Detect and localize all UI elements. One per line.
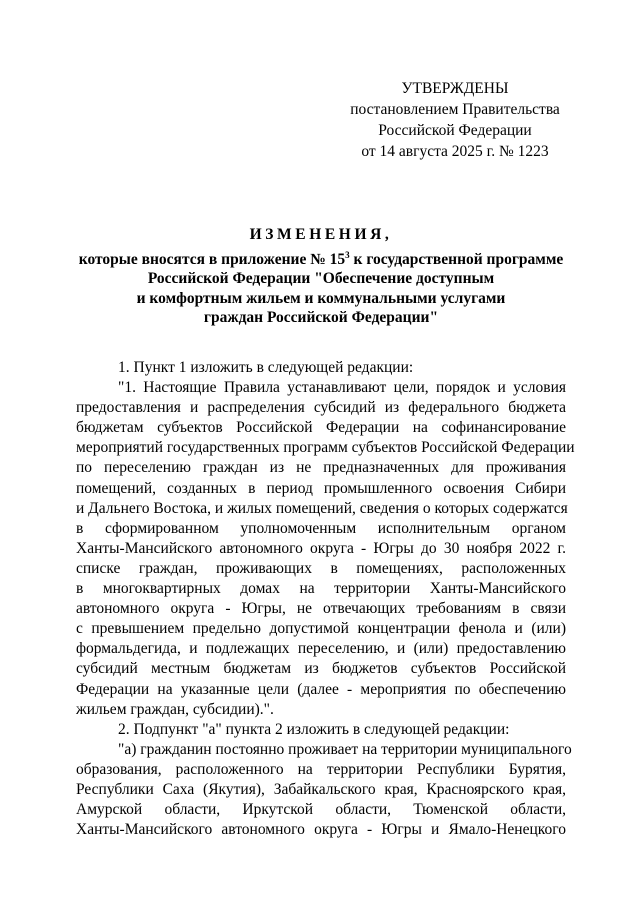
body-line: в сформированном уполномоченным исполнительным органом (76, 519, 566, 537)
title-line1-before: которые вносятся в приложение № 15 (78, 250, 346, 268)
body-line: формальдегида, и подлежащих переселению, и (или) предоставлению (76, 640, 566, 658)
approval-stamp (340, 78, 570, 162)
title-main: ИЗМЕНЕНИЯ, (249, 226, 393, 243)
body-line: с превышением предельно допустимой концентрации фенола и (или) (76, 620, 566, 638)
body-line: 2. Подпункт "а" пункта 2 изложить в следующей редакции: (118, 720, 510, 738)
body-line: Республики Саха (Якутия), Забайкальского края, Красноярского края, (76, 780, 566, 798)
body-line: по переселению граждан из не предназначенных для проживания (76, 459, 566, 477)
body-line: бюджетам субъектов Российской Федерации на софинансирование (76, 419, 566, 437)
body-line: помещений, созданных в период промышленного освоения Сибири (76, 479, 566, 497)
title-line (76, 250, 566, 270)
body-line: в многоквартирных домах на территории Ханты-Мансийского (76, 580, 566, 598)
body-line: и Дальнего Востока, и жилых помещений, сведения о которых содержатся (76, 499, 568, 517)
body-line: списке граждан, проживающих в помещениях, расположенных (76, 559, 566, 577)
body-line: образования, расположенного на территории Республики Бурятия, (76, 760, 566, 778)
body-line: Ханты-Мансийского автономного округа - Югры до 30 ноября 2022 г. (76, 539, 566, 557)
body-line: "а) гражданин постоянно проживает на территории муниципального (118, 740, 572, 758)
body-line: 1. Пункт 1 изложить в следующей редакции: (118, 359, 414, 376)
body-line: автономного округа - Югры, не отвечающих требованиям в связи (76, 600, 566, 618)
body-line: Федерации на указанные цели (далее - мероприятия по обеспечению (76, 680, 566, 698)
body-line: жильем граждан, субсидии).". (76, 700, 274, 718)
title-line: Российской Федерации "Обеспечение доступным (147, 270, 495, 287)
body-line: Ханты-Мансийского автономного округа - Югры и Ямало-Ненецкого (76, 821, 566, 839)
approval-line: от 14 августа 2025 г. № 1223 (361, 143, 549, 160)
title-line1-superscript: 3 (345, 249, 350, 260)
title-line: и комфортным жильем и коммунальными услугами (136, 289, 506, 307)
title-line1-after: к государственной программе (349, 250, 564, 268)
title-line: граждан Российской Федерации" (203, 309, 439, 326)
body-line: субсидий местным бюджетам из бюджетов субъектов Российской (76, 660, 566, 678)
approval-heading: УТВЕРЖДЕНЫ (401, 80, 509, 97)
approval-line: постановлением Правительства (350, 101, 560, 118)
body-line: мероприятий государственных программ субъектов Российской Федерации (76, 439, 575, 457)
document-title (76, 225, 566, 328)
body-line: "1. Настоящие Правила устанавливают цели, порядок и условия (118, 379, 566, 397)
body-line: Амурской области, Иркутской области, Тюменской области, (76, 801, 566, 819)
approval-line: Российской Федерации (378, 122, 532, 139)
document-body (76, 358, 575, 840)
body-line: предоставления и распределения субсидий из федерального бюджета (76, 399, 566, 417)
